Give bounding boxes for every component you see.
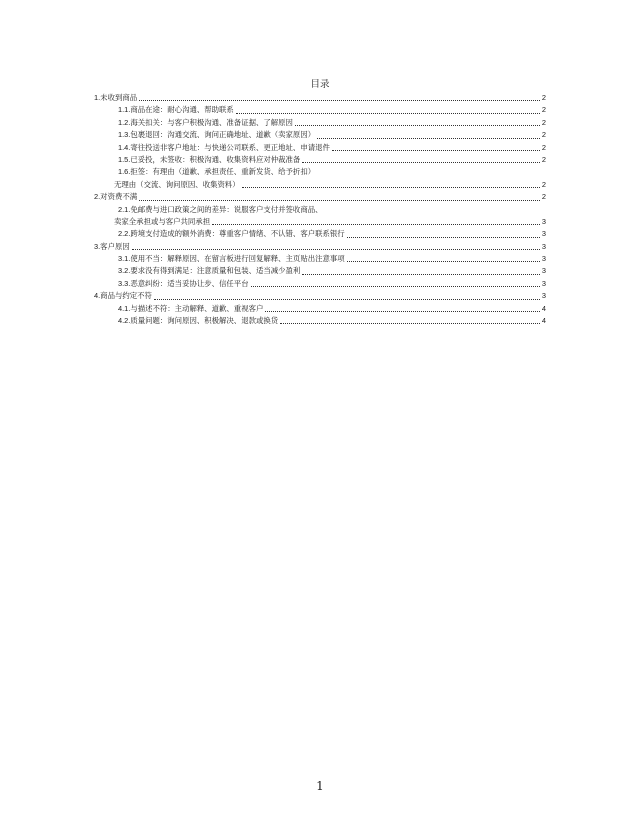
toc-entry-2[interactable] (94, 191, 546, 203)
toc-entry-page: 3 (541, 229, 546, 239)
toc-entry-text: 免邮费与进口政策之间的差异：说服客户支付并签收商品、 (130, 204, 323, 214)
toc-entry-1-3[interactable] (94, 129, 546, 141)
toc-entry-number: 3.1. (118, 254, 131, 264)
toc-entry-3-2[interactable] (94, 265, 546, 277)
dot-leader (280, 322, 540, 324)
toc-entry-1-4[interactable] (94, 142, 546, 154)
dot-leader (302, 161, 540, 163)
toc-entry-3[interactable] (94, 241, 546, 253)
toc-entry-text: 与描述不符：主动解释、道歉、重视客户 (130, 303, 264, 313)
toc-entry-page: 2 (541, 179, 546, 189)
toc-entry-text-continuation: 无理由（交流、询问原因、收集资料） (114, 179, 240, 189)
dot-leader (332, 149, 540, 151)
toc-entry-1-5[interactable] (94, 154, 546, 166)
toc-entry-page: 3 (541, 291, 546, 301)
toc-entry-text: 拒签：有理由（道歉、承担责任、重新发货、给予折扣） (130, 167, 316, 177)
toc-entry-text: 客户原因 (100, 241, 130, 251)
dot-leader (154, 298, 540, 300)
toc-entry-number: 3.2. (118, 266, 131, 276)
toc-entry-number: 1.2. (118, 117, 131, 127)
toc-entry-number: 1.4. (118, 142, 131, 152)
toc-entry-number: 1.1. (118, 105, 131, 115)
toc-entry-number: 4. (94, 291, 101, 301)
page-number: 1 (316, 779, 324, 793)
dot-leader (251, 285, 540, 287)
toc-entry-2-1-continuation[interactable] (94, 216, 546, 228)
toc-entry-2-2[interactable] (94, 228, 546, 240)
toc-entry-4[interactable] (94, 290, 546, 302)
toc-entry-1-6-continuation[interactable] (94, 179, 546, 191)
toc-entry-number: 3. (94, 241, 101, 251)
toc-entry-page: 3 (541, 254, 546, 264)
dot-leader (212, 223, 540, 225)
toc-entry-text-continuation: 卖家全承担或与客户共同承担 (114, 216, 211, 226)
toc-entry-text: 质量问题：询问原因、积极解决、退款或换货 (130, 316, 279, 326)
toc-entry-number: 2. (94, 192, 101, 202)
toc-entry-page: 2 (541, 130, 546, 140)
dot-leader (139, 99, 540, 101)
toc-entry-text: 海关扣关：与客户积极沟通、准备证据、了解原因 (130, 117, 293, 127)
toc-entry-page: 2 (541, 142, 546, 152)
toc-entry-page: 2 (541, 154, 546, 164)
toc-entry-page: 2 (541, 92, 546, 102)
dot-leader (347, 236, 540, 238)
dot-leader (317, 137, 540, 139)
toc-entry-3-1[interactable] (94, 253, 546, 265)
dot-leader (139, 199, 540, 201)
toc-entry-text: 对资费不满 (100, 192, 138, 202)
toc-entry-page: 2 (541, 117, 546, 127)
toc-entry-number: 1.5. (118, 154, 131, 164)
toc-entry-text: 恶意纠纷：适当妥协让步、信任平台 (130, 278, 249, 288)
toc-entry-3-3[interactable] (94, 278, 546, 290)
toc-entry-page: 4 (541, 303, 546, 313)
toc-entry-1[interactable] (94, 92, 546, 104)
toc-entry-page: 4 (541, 316, 546, 326)
toc-entry-number: 4.1. (118, 303, 131, 313)
table-of-contents (94, 92, 546, 327)
toc-entry-text: 寄往投送非客户地址：与快递公司联系、更正地址、申请退件 (130, 142, 330, 152)
toc-entry-text: 跨境支付造成的额外消费：尊重客户情绪、不认错、客户联系银行 (130, 229, 345, 239)
toc-entry-page: 3 (541, 216, 546, 226)
toc-entry-number: 2.2. (118, 229, 131, 239)
toc-entry-page: 2 (541, 192, 546, 202)
dot-leader (347, 260, 540, 262)
toc-entry-page: 3 (541, 241, 546, 251)
toc-entry-number: 3.3. (118, 278, 131, 288)
dot-leader (242, 186, 540, 188)
toc-entry-number: 4.2. (118, 316, 131, 326)
toc-entry-2-1[interactable] (94, 204, 546, 216)
toc-entry-4-1[interactable] (94, 303, 546, 315)
dot-leader (295, 124, 540, 126)
toc-entry-number: 1. (94, 92, 101, 102)
toc-entry-number: 1.6. (118, 167, 131, 177)
toc-entry-number: 1.3. (118, 130, 131, 140)
toc-entry-4-2[interactable] (94, 315, 546, 327)
toc-entry-text: 商品与约定不符 (100, 291, 152, 301)
toc-entry-text: 要求没有得到满足：注意质量和包装、适当减少盈利 (130, 266, 301, 276)
toc-entry-page: 3 (541, 278, 546, 288)
toc-entry-text: 未收到商品 (100, 92, 138, 102)
dot-leader (302, 273, 540, 275)
dot-leader (265, 310, 540, 312)
toc-entry-number: 2.1. (118, 204, 131, 214)
toc-entry-1-6[interactable] (94, 166, 546, 178)
toc-title: 目录 (310, 79, 330, 90)
dot-leader (132, 248, 540, 250)
toc-entry-text: 商品在途：耐心沟通、帮助联系 (130, 105, 234, 115)
toc-entry-text: 包裹退回：沟通交流、询问正确地址、道歉（卖家原因） (130, 130, 316, 140)
toc-entry-page: 3 (541, 266, 546, 276)
toc-entry-1-1[interactable] (94, 104, 546, 116)
toc-entry-1-2[interactable] (94, 117, 546, 129)
toc-entry-page: 2 (541, 105, 546, 115)
dot-leader (236, 112, 540, 114)
toc-entry-text: 使用不当：解释原因、在留言板进行回复解释、主页贴出注意事项 (130, 254, 345, 264)
toc-entry-text: 已妥投，未签收：积极沟通、收集资料应对仲裁准备 (130, 154, 301, 164)
